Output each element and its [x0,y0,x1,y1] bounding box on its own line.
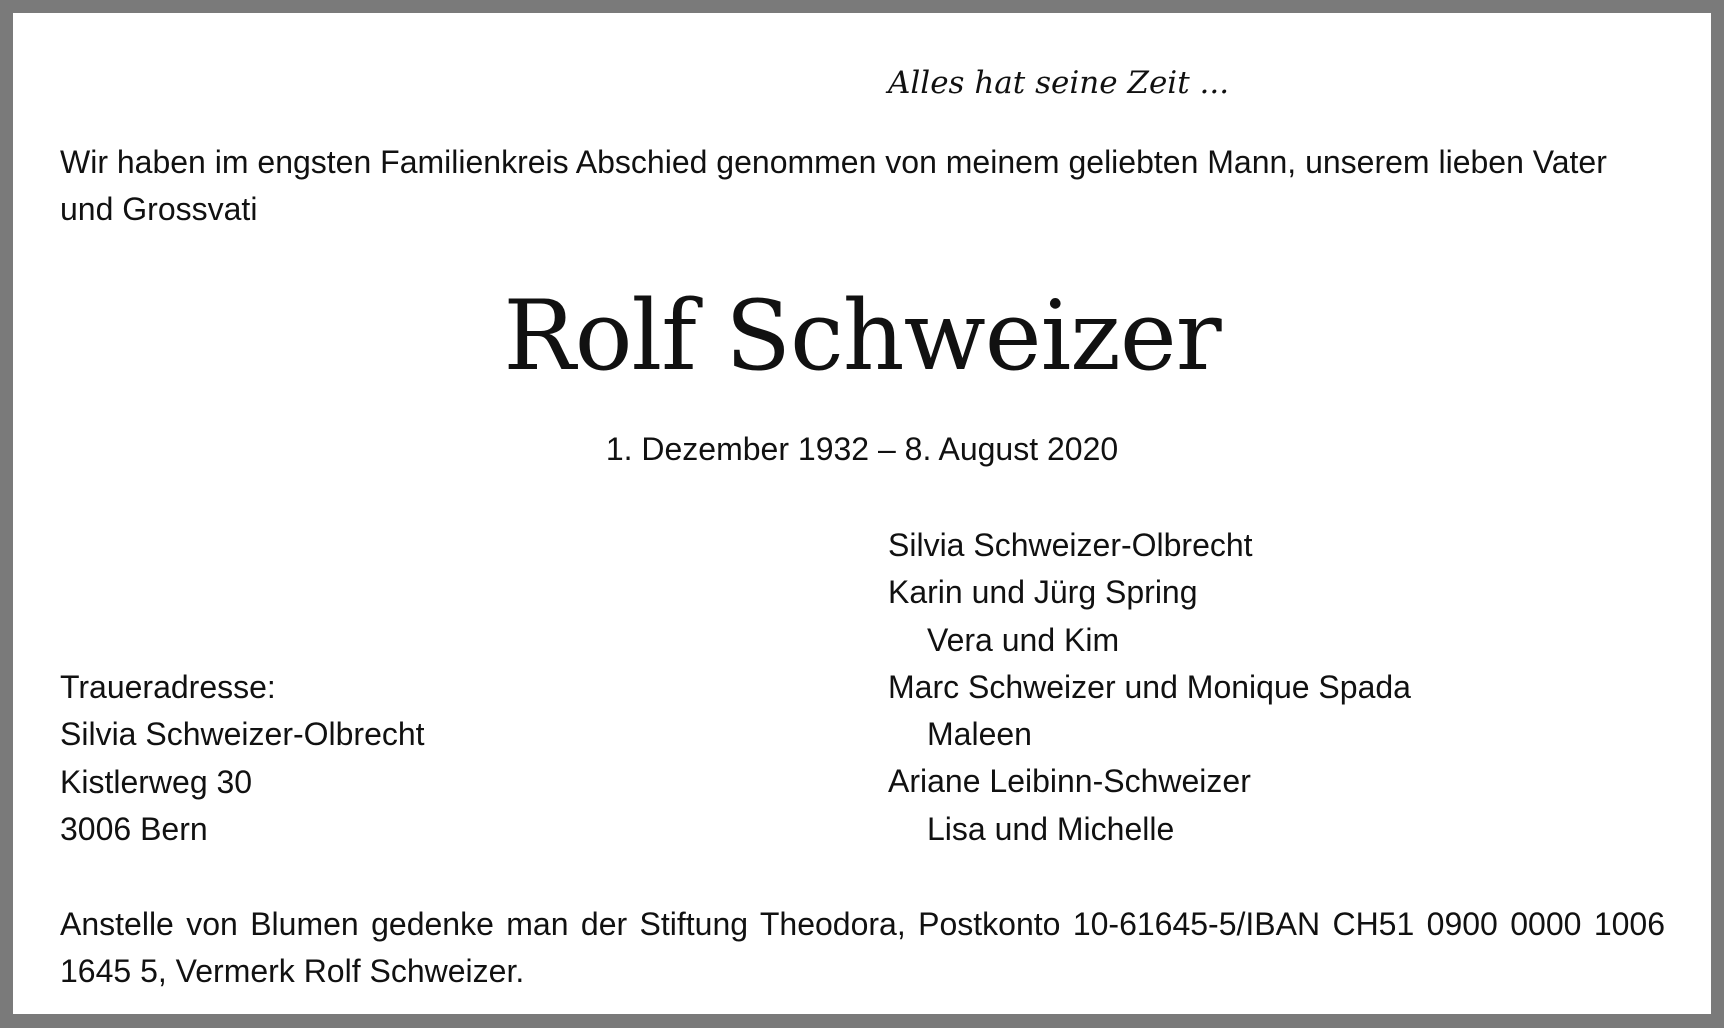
survivors-list [888,522,1411,853]
survivor-line: Ariane Leibinn-Schweizer [888,763,1251,800]
address-heading: Traueradresse: [60,669,276,705]
survivor-line: Silvia Schweizer-Olbrecht [888,527,1253,563]
address-line: 3006 Bern [60,810,208,847]
donation-note: Anstelle von Blumen gedenke man der Stiftung Theodora, Postkonto 10-61645-5/IBAN CH51 0900 0000 1006 1645 5, Vermerk Rolf Schweizer. [60,906,1665,989]
survivor-line: Marc Schweizer und Monique Spada [888,668,1411,705]
deceased-name: Rolf Schweizer [503,280,1221,392]
obituary-notice [13,13,1711,1014]
survivor-line: Lisa und Michelle [927,810,1175,847]
survivor-line: Vera und Kim [927,621,1120,658]
survivor-line: Karin und Jürg Spring [888,574,1198,611]
intro-text: Wir haben im engsten Familienkreis Abschied genommen von meinem geliebten Mann, unserem lieben Vater und Grossvati [60,144,1607,227]
address-line: Silvia Schweizer-Olbrecht [60,716,425,753]
survivor-line: Maleen [927,716,1032,753]
life-dates: 1. Dezember 1932 – 8. August 2020 [605,431,1119,467]
address-line: Kistlerweg 30 [60,763,253,800]
motto: Alles hat seine Zeit ... [888,65,1230,101]
mourning-address [60,664,425,853]
